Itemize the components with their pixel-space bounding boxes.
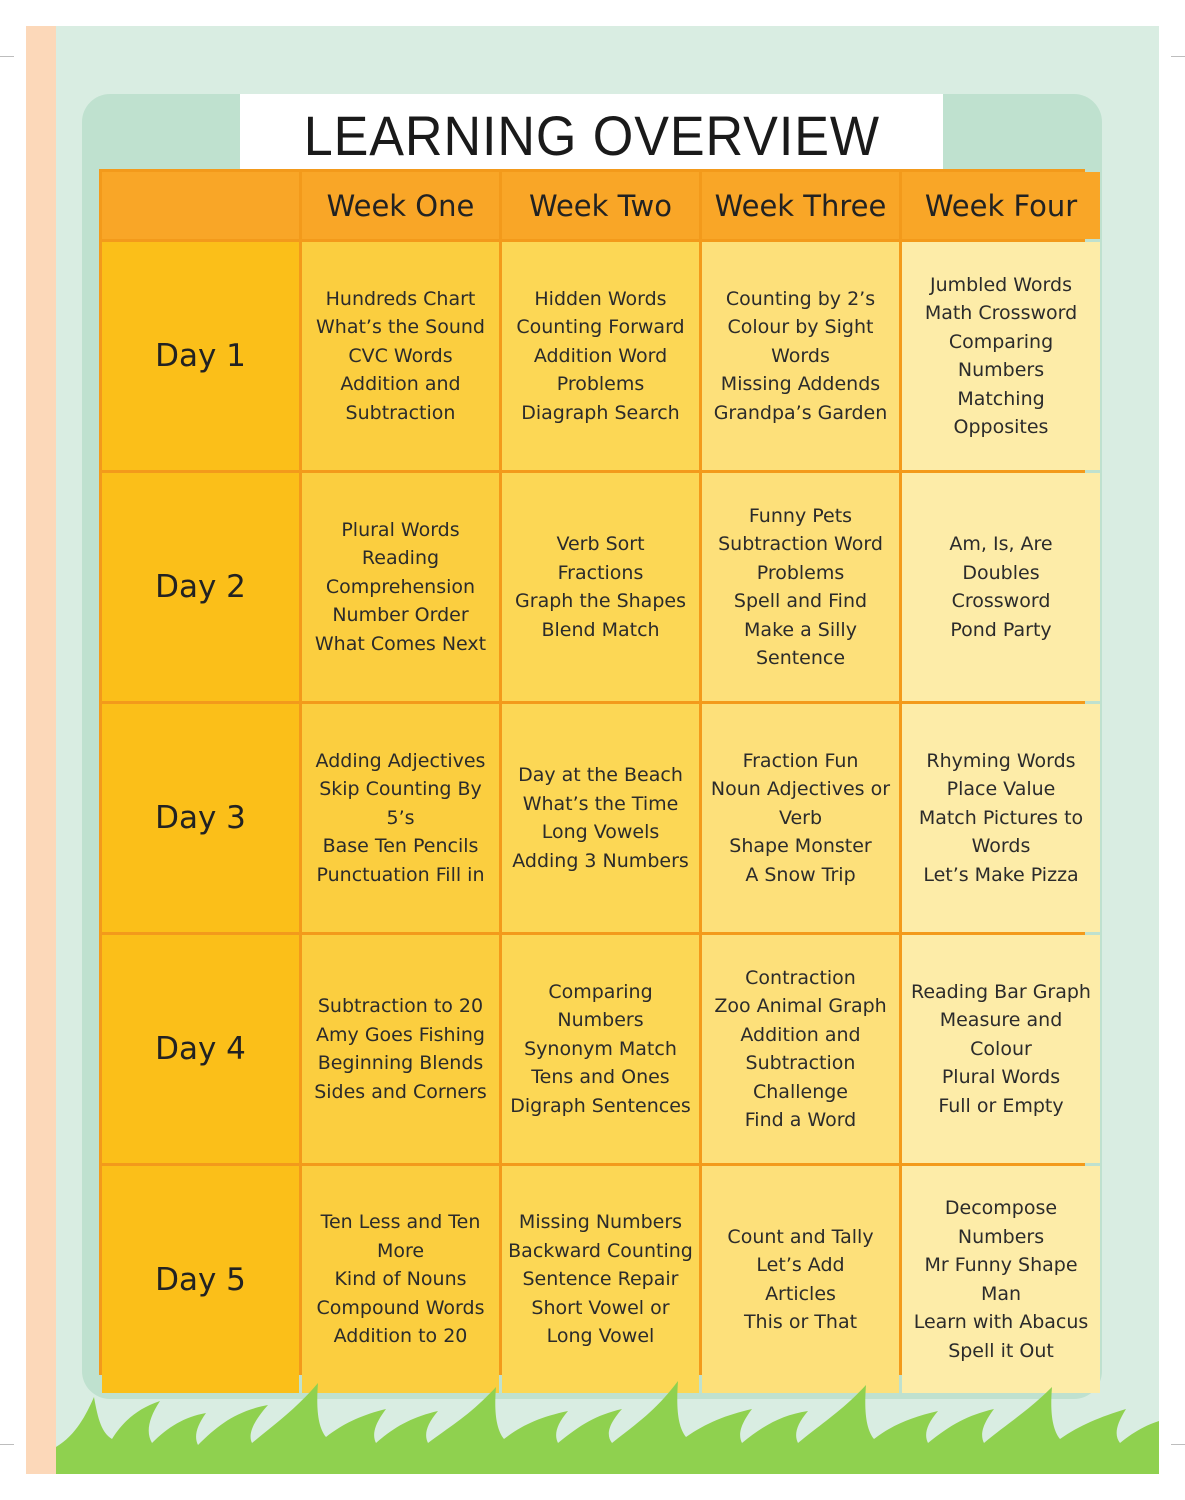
activity-list <box>714 502 887 673</box>
activity-line: Mr Funny Shape <box>924 1254 1078 1276</box>
activity-cell-day4-week-four <box>902 935 1100 1163</box>
page-title: LEARNING OVERVIEW <box>303 104 880 167</box>
activity-line: Matching <box>957 387 1045 410</box>
activity-line: Challenge <box>753 1080 848 1103</box>
activity-cell-day1-week-two <box>502 242 699 470</box>
activity-cell-day2-week-one <box>302 473 499 701</box>
activity-list <box>710 964 890 1135</box>
activity-cell-day1-week-four <box>902 242 1100 470</box>
activity-line: Measure and <box>939 1009 1063 1032</box>
activity-cell-day2-week-four <box>902 473 1100 701</box>
day-label-2: Day 2 <box>102 473 299 701</box>
activity-line: Colour by Sight <box>727 316 874 339</box>
activity-line: CVC Words <box>348 344 453 367</box>
activity-line: Numbers <box>957 1225 1045 1248</box>
day-label-3: Day 3 <box>102 704 299 932</box>
activity-line: This or That <box>743 1311 858 1333</box>
activity-line: Math Crossword <box>924 302 1078 324</box>
activity-cell-day4-week-one <box>302 935 499 1163</box>
activity-line: Addition and <box>340 373 461 396</box>
activity-list <box>710 285 892 428</box>
activity-line: Verb <box>778 806 823 829</box>
activity-line: Sentence Repair <box>522 1268 679 1291</box>
day-label-1: Day 1 <box>102 242 299 470</box>
activity-line: Comparing <box>948 330 1054 353</box>
activity-list <box>506 978 695 1121</box>
activity-cell-day4-week-two <box>502 935 699 1163</box>
activity-line: Addition to 20 <box>333 1325 468 1348</box>
activity-line: Verb Sort <box>556 533 645 555</box>
activity-line: Subtraction <box>345 401 456 424</box>
activity-list <box>311 516 490 659</box>
activity-line: Noun Adjectives or <box>710 778 891 801</box>
crop-mark <box>0 1444 14 1445</box>
activity-cell-day5-week-four <box>902 1166 1100 1393</box>
activity-line: Crossword <box>951 590 1051 612</box>
activity-cell-day5-week-two <box>502 1166 699 1393</box>
activity-cell-day3-week-two <box>502 704 699 932</box>
activity-cell-day2-week-three <box>702 473 899 701</box>
activity-list <box>508 761 693 875</box>
activity-line: Jumbled Words <box>929 273 1072 296</box>
activity-list <box>945 530 1056 644</box>
activity-line: Beginning Blends <box>317 1052 484 1074</box>
activity-line: Articles <box>765 1282 836 1305</box>
activity-line: Compound Words <box>316 1296 485 1319</box>
header-week-two: Week Two <box>502 172 699 239</box>
activity-list <box>312 1208 488 1351</box>
activity-line: Funny Pets <box>748 504 853 527</box>
activity-line: Comprehension <box>325 575 476 598</box>
activity-list <box>504 1208 697 1351</box>
activity-cell-day3-week-one <box>302 704 499 932</box>
activity-line: Contraction <box>745 966 856 989</box>
header-corner-cell <box>102 172 299 239</box>
activity-line: Shape Monster <box>729 835 872 858</box>
activity-line: Fractions <box>557 561 644 584</box>
activity-line: Hundreds Chart <box>325 287 476 310</box>
activity-cell-day1-week-three <box>702 242 899 470</box>
day-label-5: Day 5 <box>102 1166 299 1393</box>
activity-line: Day at the Beach <box>518 764 683 786</box>
activity-line: Punctuation Fill in <box>316 863 485 886</box>
activity-line: Counting Forward <box>516 316 685 339</box>
activity-list <box>312 747 490 890</box>
activity-cell-day3-week-four <box>902 704 1100 932</box>
activity-line: Numbers <box>557 1009 644 1032</box>
activity-line: Decompose <box>944 1197 1058 1219</box>
activity-line: Subtraction to 20 <box>317 995 484 1017</box>
activity-line: Spell it Out <box>948 1339 1054 1362</box>
activity-line: A Snow Trip <box>745 863 856 886</box>
activity-line: Fraction Fun <box>742 749 859 772</box>
activity-line: Plural Words <box>941 1066 1061 1089</box>
activity-line: Am, Is, Are <box>949 533 1053 555</box>
activity-list <box>310 992 491 1106</box>
overview-table <box>99 169 1091 1375</box>
activity-line: Words <box>971 835 1031 858</box>
activity-line: Make a Silly <box>744 618 857 641</box>
activity-line: Doubles <box>962 561 1040 584</box>
activity-line: Tens and Ones <box>531 1066 670 1089</box>
activity-line: 5’s <box>386 806 415 829</box>
activity-line: Match Pictures to <box>918 806 1084 829</box>
activity-line: What’s the Sound <box>316 316 485 339</box>
title-bar <box>240 94 943 170</box>
activity-line: Addition and <box>740 1023 861 1046</box>
activity-line: Adding 3 Numbers <box>512 849 689 872</box>
header-week-one: Week One <box>302 172 499 239</box>
day-label-4: Day 4 <box>102 935 299 1163</box>
activity-list <box>312 285 489 428</box>
activity-list <box>723 1223 877 1337</box>
activity-line: Digraph Sentences <box>510 1094 691 1117</box>
crop-mark <box>1171 1444 1185 1445</box>
activity-list <box>921 271 1081 442</box>
activity-line: Sides and Corners <box>314 1080 487 1103</box>
activity-line: Subtraction Word <box>718 533 883 555</box>
activity-line: Missing Addends <box>720 373 881 396</box>
activity-line: Diagraph Search <box>521 401 680 424</box>
activity-line: Numbers <box>957 359 1045 381</box>
activity-line: Count and Tally <box>727 1225 874 1248</box>
activity-line: Long Vowels <box>541 821 660 843</box>
activity-cell-day5-week-one <box>302 1166 499 1393</box>
activity-line: Reading Bar Graph <box>911 980 1091 1003</box>
activity-line: Grandpa’s Garden <box>713 401 888 424</box>
activity-line: Colour <box>970 1037 1032 1060</box>
header-week-four: Week Four <box>902 172 1100 239</box>
activity-line: Missing Numbers <box>518 1211 683 1234</box>
activity-line: What Comes Next <box>314 632 487 655</box>
activity-cell-day3-week-three <box>702 704 899 932</box>
activity-line: Learn with Abacus <box>913 1311 1089 1333</box>
activity-cell-day2-week-two <box>502 473 699 701</box>
activity-line: Rhyming Words <box>926 749 1076 772</box>
activity-line: Words <box>771 344 830 367</box>
activity-line: Skip Counting By <box>319 778 482 801</box>
activity-line: Comparing <box>548 980 653 1003</box>
activity-line: Plural Words <box>341 518 460 541</box>
activity-line: Let’s Make Pizza <box>923 863 1079 886</box>
activity-list <box>511 530 690 644</box>
activity-line: Addition Word <box>533 344 668 367</box>
activity-line: Number Order <box>332 604 469 627</box>
activity-line: Let’s Add <box>756 1254 845 1276</box>
activity-line: Synonym Match <box>524 1037 677 1060</box>
activity-line: Amy Goes Fishing <box>316 1023 485 1046</box>
activity-line: More <box>376 1239 425 1262</box>
activity-list <box>910 1194 1093 1365</box>
activity-line: Pond Party <box>950 618 1052 641</box>
activity-line: Subtraction <box>745 1052 856 1074</box>
activity-line: What’s the Time <box>522 792 679 815</box>
activity-line: Place Value <box>946 778 1056 801</box>
activity-line: Spell and Find <box>733 590 868 612</box>
crop-mark <box>0 56 14 57</box>
activity-line: Zoo Animal Graph <box>714 995 887 1017</box>
crop-mark <box>1171 56 1185 57</box>
activity-line: Reading <box>361 547 440 570</box>
activity-line: Problems <box>556 373 645 396</box>
activity-line: Problems <box>756 561 845 584</box>
activity-line: Sentence <box>755 647 846 669</box>
activity-list <box>707 747 894 890</box>
activity-line: Ten Less and Ten <box>320 1211 481 1234</box>
activity-cell-day5-week-three <box>702 1166 899 1393</box>
activity-line: Base Ten Pencils <box>322 835 479 858</box>
activity-line: Blend Match <box>541 618 660 641</box>
activity-cell-day1-week-one <box>302 242 499 470</box>
activity-line: Short Vowel or <box>531 1296 670 1319</box>
grass-decoration <box>56 1375 1159 1474</box>
activity-line: Counting by 2’s <box>725 287 876 310</box>
activity-line: Kind of Nouns <box>334 1268 467 1291</box>
activity-list <box>512 285 688 428</box>
activity-line: Adding Adjectives <box>315 749 486 772</box>
activity-cell-day4-week-three <box>702 935 899 1163</box>
activity-line: Graph the Shapes <box>515 590 686 612</box>
header-week-three: Week Three <box>702 172 899 239</box>
activity-line: Long Vowel <box>546 1325 655 1348</box>
activity-line: Find a Word <box>744 1109 857 1131</box>
activity-line: Full or Empty <box>938 1094 1064 1117</box>
activity-line: Hidden Words <box>534 287 667 310</box>
activity-list <box>915 747 1087 890</box>
activity-line: Backward Counting <box>508 1239 693 1262</box>
activity-list <box>907 978 1095 1121</box>
side-strip <box>26 26 58 1474</box>
activity-line: Man <box>980 1282 1022 1305</box>
activity-line: Opposites <box>953 416 1049 438</box>
